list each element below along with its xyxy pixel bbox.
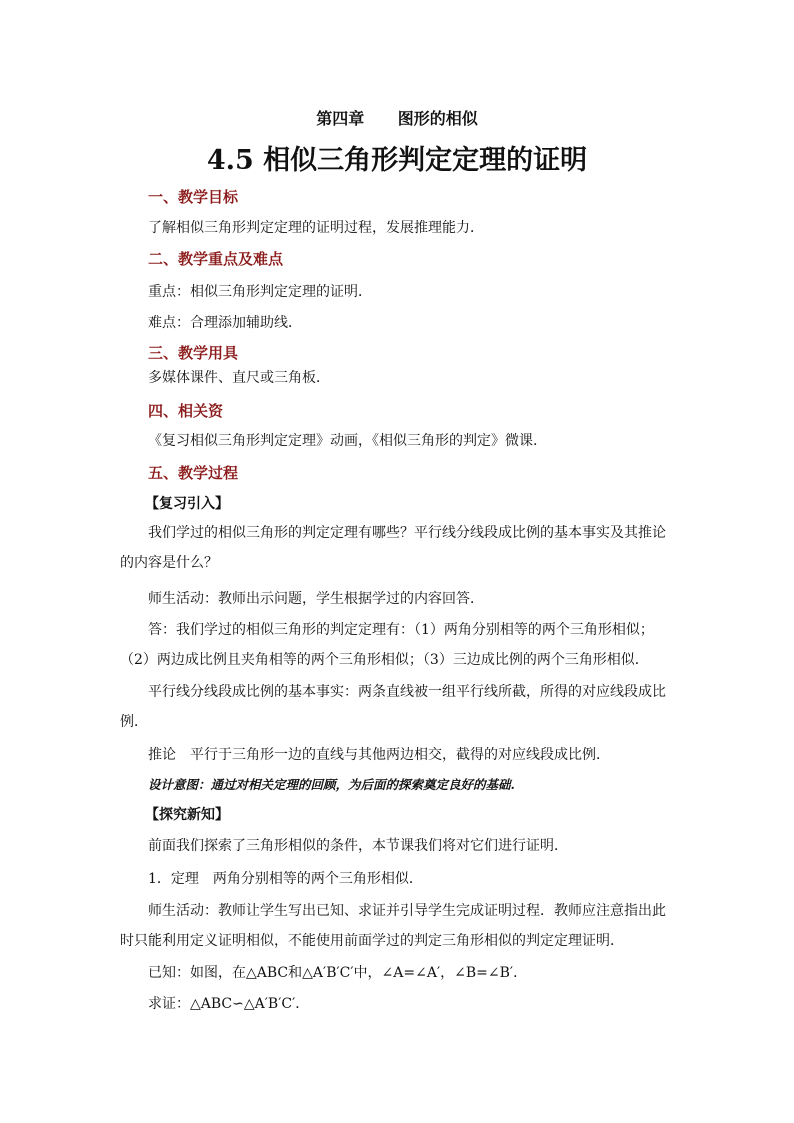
resources-text: 《复习相似三角形判定定理》动画，《相似三角形的判定》微课. bbox=[148, 433, 538, 449]
section-heading-tools: 三、教学用具 bbox=[148, 344, 239, 362]
section-heading-objectives: 一、教学目标 bbox=[148, 188, 239, 206]
section-heading-resources: 四、相关资 bbox=[148, 402, 224, 420]
tools-text: 多媒体课件、直尺或三角板． bbox=[148, 370, 330, 386]
activity-text-2: 师生活动：教师让学生写出已知、求证并引导学生完成证明过程．教师应注意指出此时只能利用定义证明相似，不能使用前面学过的判定三角形相似的判定定理证明． bbox=[120, 903, 666, 949]
explore-intro: 前面我们探索了三角形相似的条件，本节课我们将对它们进行证明． bbox=[148, 838, 568, 854]
given-text: 已知：如图，在△ABC和△A′B′C′中，∠A=∠A′，∠B=∠B′． bbox=[148, 965, 528, 981]
answer-text: 答：我们学过的相似三角形的判定定理有：（1）两角分别相等的两个三角形相似；（2）两边成比例且夹角相等的两个三角形相似；（3）三边成比例的两个三角形相似． bbox=[120, 622, 654, 668]
basic-fact-text: 平行线分线段成比例的基本事实：两条直线被一组平行线所截，所得的对应线段成比例． bbox=[120, 684, 666, 730]
lesson-title: 4.5 相似三角形判定定理的证明 bbox=[206, 145, 588, 176]
design-intent: 设计意图：通过对相关定理的回顾，为后面的探索奠定良好的基础. bbox=[148, 777, 515, 792]
prove-text: 求证：△ABC∽△A′B′C′． bbox=[148, 996, 310, 1012]
theorem-text: 1．定理 两角分别相等的两个三角形相似． bbox=[148, 871, 423, 887]
key-point-text: 重点：相似三角形判定定理的证明． bbox=[148, 284, 372, 300]
objectives-text: 了解相似三角形判定定理的证明过程，发展推理能力． bbox=[148, 220, 484, 236]
difficult-point-text: 难点：合理添加辅助线． bbox=[148, 315, 302, 331]
section-heading-process: 五、教学过程 bbox=[148, 464, 239, 482]
explore-label: 【探究新知】 bbox=[145, 807, 229, 823]
chapter-heading: 第四章 图形的相似 bbox=[316, 109, 478, 128]
corollary-text: 推论 平行于三角形一边的直线与其他两边相交，截得的对应线段成比例． bbox=[148, 747, 610, 763]
section-heading-key-points: 二、教学重点及难点 bbox=[148, 250, 284, 268]
review-question: 我们学过的相似三角形的判定定理有哪些？平行线分线段成比例的基本事实及其推论的内容是什么？ bbox=[120, 525, 666, 571]
review-label: 【复习引入】 bbox=[145, 496, 229, 512]
activity-text-1: 师生活动：教师出示问题，学生根据学过的内容回答． bbox=[148, 591, 484, 607]
